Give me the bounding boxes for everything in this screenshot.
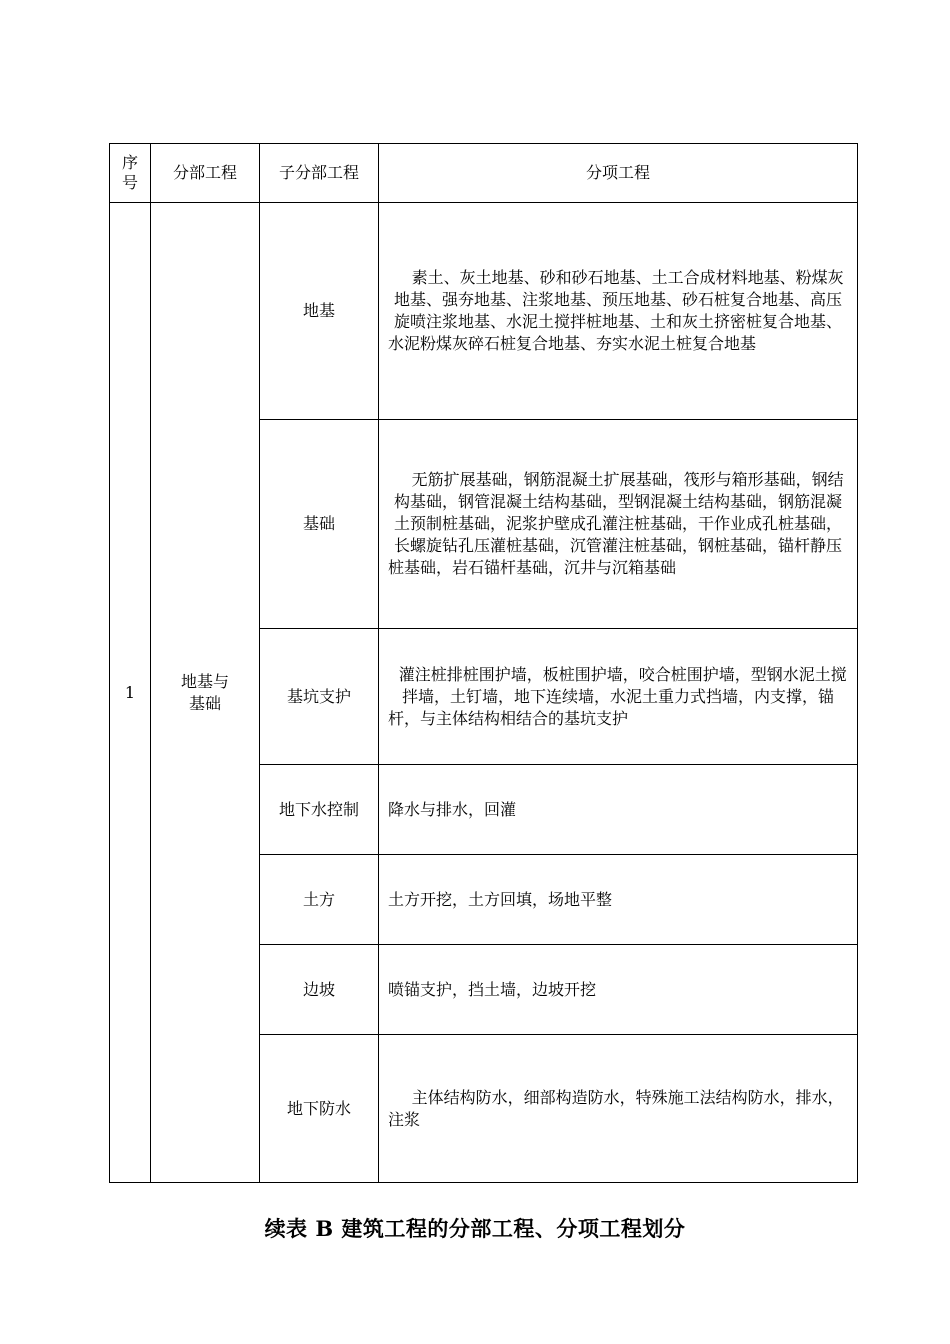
items-cell: 灌注桩排桩围护墙，板桩围护墙，咬合桩围护墙，型钢水泥土搅拌墙，土钉墙，地下连续墙，水泥土重力式挡墙，内支撑，锚杆，与主体结构相结合的基坑支护: [379, 629, 858, 765]
subdivision-cell: 地基: [260, 203, 379, 420]
table-caption: 续表 B 建筑工程的分部工程、分项工程划分: [264, 1216, 686, 1241]
subdivision-cell: 基础: [260, 420, 379, 629]
subdivision-cell: 边坡: [260, 945, 379, 1035]
header-seq: 序 号: [110, 144, 151, 203]
items-cell: 土方开挖，土方回填，场地平整: [379, 855, 858, 945]
division-table: [109, 143, 858, 1183]
subdivision-cell: 地下防水: [260, 1035, 379, 1183]
division-cell: 地基与 基础: [151, 203, 260, 1183]
items-cell: 素土、灰土地基、砂和砂石地基、土工合成材料地基、粉煤灰地基、强夯地基、注浆地基、预压地基、砂石桩复合地基、高压旋喷注浆地基、水泥土搅拌桩地基、土和灰土挤密桩复合地基、水泥粉煤灰碎石桩复合地基、夯实水泥土桩复合地基: [379, 203, 858, 420]
items-cell: 降水与排水，回灌: [379, 765, 858, 855]
header-row: [110, 144, 858, 203]
items-cell: 喷锚支护，挡土墙，边坡开挖: [379, 945, 858, 1035]
subdivision-cell: 地下水控制: [260, 765, 379, 855]
subdivision-cell: 基坑支护: [260, 629, 379, 765]
seq-cell: 1: [110, 203, 151, 1183]
header-subdivision: 子分部工程: [260, 144, 379, 203]
subdivision-cell: 土方: [260, 855, 379, 945]
table-row: [110, 203, 858, 420]
header-division: 分部工程: [151, 144, 260, 203]
items-cell: 主体结构防水，细部构造防水，特殊施工法结构防水，排水，注浆: [379, 1035, 858, 1183]
header-items: 分项工程: [379, 144, 858, 203]
items-cell: 无筋扩展基础，钢筋混凝土扩展基础，筏形与箱形基础，钢结构基础，钢管混凝土结构基础，型钢混凝土结构基础，钢筋混凝土预制桩基础，泥浆护壁成孔灌注桩基础，干作业成孔桩基础，长螺旋钻孔压灌桩基础，沉管灌注桩基础，钢桩基础，锚杆静压桩基础，岩石锚杆基础，沉井与沉箱基础: [379, 420, 858, 629]
